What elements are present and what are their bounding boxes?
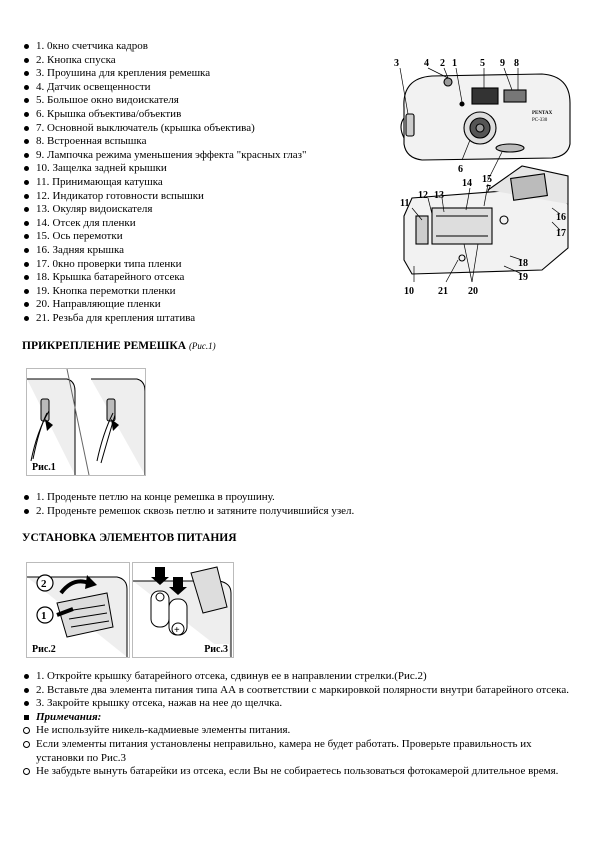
strap-heading <box>22 340 216 352</box>
bullet-icon <box>24 58 29 63</box>
bullet-icon <box>24 139 29 144</box>
list-item <box>22 230 392 244</box>
notes-title <box>22 711 582 725</box>
callout-12: 12 <box>418 190 428 201</box>
battery-steps <box>22 670 582 779</box>
list-item <box>22 54 392 68</box>
callout-10: 10 <box>404 286 414 297</box>
list-item-text: 5. Большое окно видоискателя <box>36 94 179 107</box>
list-item-text: 3. Проушина для крепления ремешка <box>36 67 211 80</box>
bullet-icon <box>24 248 29 253</box>
list-item <box>22 271 392 285</box>
circle-bullet-icon <box>23 741 30 748</box>
list-item-text: 10. Защелка задней крышки <box>36 162 167 175</box>
bullet-icon <box>24 112 29 117</box>
bullet-icon <box>24 207 29 212</box>
list-item-text: 3. Закройте крышку отсека, нажав на нее до щелчка. <box>36 697 283 710</box>
bullet-icon <box>24 688 29 693</box>
camera-model-text: PC-330 <box>532 118 548 123</box>
list-item <box>22 94 392 108</box>
list-item <box>22 258 392 272</box>
list-item-text: 1. 0кно счетчика кадров <box>36 40 148 52</box>
figure-2 <box>26 562 130 658</box>
bullet-icon <box>24 153 29 158</box>
list-item-text: 19. Кнопка перемотки пленки <box>36 284 176 297</box>
list-item <box>22 81 392 95</box>
list-item <box>22 108 392 122</box>
list-item <box>22 190 392 204</box>
bullet-icon <box>24 262 29 267</box>
list-item-text: 17. 0кно проверки типа пленки <box>36 257 182 270</box>
note-item-text: Не забудьте вынуть батарейки из отсека, если Вы не собираетесь пользоваться фотокамерой длительное время. <box>36 765 559 778</box>
step-1-mark: 1 <box>41 610 47 622</box>
bullet-icon <box>24 674 29 679</box>
list-item-text: 8. Встроенная вспышка <box>36 135 147 148</box>
note-item <box>22 724 582 738</box>
list-item <box>22 298 392 312</box>
list-item-text: 16. Задняя крышка <box>36 243 125 256</box>
camera-parts-diagram <box>392 48 582 298</box>
list-item <box>22 40 392 54</box>
strap-heading-text: ПРИКРЕПЛЕНИЕ РЕМЕШКА <box>22 340 187 352</box>
callout-4: 4 <box>424 58 429 69</box>
list-item-text: 20. Направляющие пленки <box>36 298 161 311</box>
list-item-text: 13. Окуляр видоискателя <box>36 203 153 216</box>
bullet-icon <box>24 194 29 199</box>
figure-3-caption: Рис.3 <box>204 644 228 655</box>
list-item-text: 11. Принимающая катушка <box>36 175 163 188</box>
callout-21: 21 <box>438 286 448 297</box>
note-item-text: Не используйте никель-кадмиевые элементы питания. <box>36 724 291 737</box>
list-item <box>22 135 392 149</box>
callout-7: 7 <box>486 184 491 195</box>
callout-3: 3 <box>394 58 399 69</box>
callout-9: 9 <box>500 58 505 69</box>
bullet-icon <box>24 126 29 131</box>
callout-16: 16 <box>556 212 566 223</box>
list-item <box>22 697 582 711</box>
list-item <box>22 312 392 326</box>
square-bullet-icon <box>24 715 29 720</box>
list-item-text: 2. Вставьте два элемента питания типа АА в соответствии с маркировкой полярности внутри батарейного отсека. <box>36 683 569 696</box>
strap-fig-ref: (Рис.1) <box>188 341 216 351</box>
bullet-icon <box>24 495 29 500</box>
list-item <box>22 285 392 299</box>
list-item <box>22 670 582 684</box>
bullet-icon <box>24 234 29 239</box>
callout-1: 1 <box>452 58 457 69</box>
bullet-icon <box>24 166 29 171</box>
battery-cover-illustration <box>27 563 129 657</box>
bullet-icon <box>24 44 29 49</box>
list-item <box>22 244 392 258</box>
list-item-text: 9. Лампочка режима уменьшения эффекта "красных глаз" <box>36 148 307 161</box>
list-item <box>22 491 582 505</box>
bullet-icon <box>24 316 29 321</box>
list-item <box>22 203 392 217</box>
bullet-icon <box>24 701 29 706</box>
callout-19: 19 <box>518 272 528 283</box>
callout-6: 6 <box>458 164 463 175</box>
list-item-text: 2. Кнопка спуска <box>36 53 116 66</box>
polarity-plus-mark: + <box>174 625 180 636</box>
camera-brand-text: PENTAX <box>532 111 553 116</box>
callout-18: 18 <box>518 258 528 269</box>
figure-2-caption: Рис.2 <box>32 644 56 655</box>
list-item <box>22 217 392 231</box>
list-item-text: 12. Индикатор готовности вспышки <box>36 189 204 202</box>
bullet-icon <box>24 221 29 226</box>
list-item-text: 1. Откройте крышку батарейного отсека, сдвинув ее в направлении стрелки.(Рис.2) <box>36 670 427 682</box>
list-item-text: 1. Проденьте петлю на конце ремешка в проушину. <box>36 491 275 503</box>
bullet-icon <box>24 71 29 76</box>
list-item-text: 18. Крышка батарейного отсека <box>36 271 185 284</box>
note-item-text: Если элементы питания установлены неправильно, камера не будет работать. Проверьте правильность их установки по Рис.3 <box>36 737 532 764</box>
list-item <box>22 67 392 81</box>
bullet-icon <box>24 275 29 280</box>
bullet-icon <box>24 180 29 185</box>
circle-bullet-icon <box>23 768 30 775</box>
callout-20: 20 <box>468 286 478 297</box>
figure-3 <box>132 562 234 658</box>
callout-5: 5 <box>480 58 485 69</box>
figure-1-caption: Рис.1 <box>32 462 56 473</box>
note-item <box>22 765 582 779</box>
callout-13: 13 <box>434 190 444 201</box>
list-item-text: 4. Датчик освещенности <box>36 80 151 93</box>
list-item <box>22 684 582 698</box>
bullet-icon <box>24 509 29 514</box>
note-item <box>22 738 582 765</box>
bullet-icon <box>24 302 29 307</box>
bullet-icon <box>24 289 29 294</box>
list-item <box>22 149 392 163</box>
callout-14: 14 <box>462 178 472 189</box>
step-2-mark: 2 <box>41 578 47 590</box>
bullet-icon <box>24 85 29 90</box>
list-item-text: 21. Резьба для крепления штатива <box>36 311 196 324</box>
list-item-text: 6. Крышка объектива/объектив <box>36 107 182 120</box>
callout-8: 8 <box>514 58 519 69</box>
callout-15: 15 <box>482 174 492 185</box>
list-item-text: 2. Проденьте ремешок сквозь петлю и затяните получившийся узел. <box>36 504 355 517</box>
camera-front-view <box>401 74 570 160</box>
strap-illustration <box>27 369 145 475</box>
callout-17: 17 <box>556 228 566 239</box>
callout-11: 11 <box>400 198 410 209</box>
strap-steps <box>22 491 582 518</box>
parts-list <box>22 40 392 325</box>
list-item <box>22 176 392 190</box>
bullet-icon <box>24 98 29 103</box>
list-item <box>22 162 392 176</box>
circle-bullet-icon <box>23 727 30 734</box>
callout-2: 2 <box>440 58 445 69</box>
list-item-text: 7. Основной выключатель (крышка объектива) <box>36 121 255 134</box>
list-item-text: 14. Отсек для пленки <box>36 216 136 229</box>
list-item <box>22 122 392 136</box>
battery-insert-illustration <box>133 563 233 657</box>
notes-title-text: Примечания: <box>36 710 102 723</box>
list-item <box>22 505 582 519</box>
figure-1 <box>26 368 146 476</box>
list-item-text: 15. Ось перемотки <box>36 230 123 243</box>
battery-heading: УСТАНОВКА ЭЛЕМЕНТОВ ПИТАНИЯ <box>22 532 237 544</box>
